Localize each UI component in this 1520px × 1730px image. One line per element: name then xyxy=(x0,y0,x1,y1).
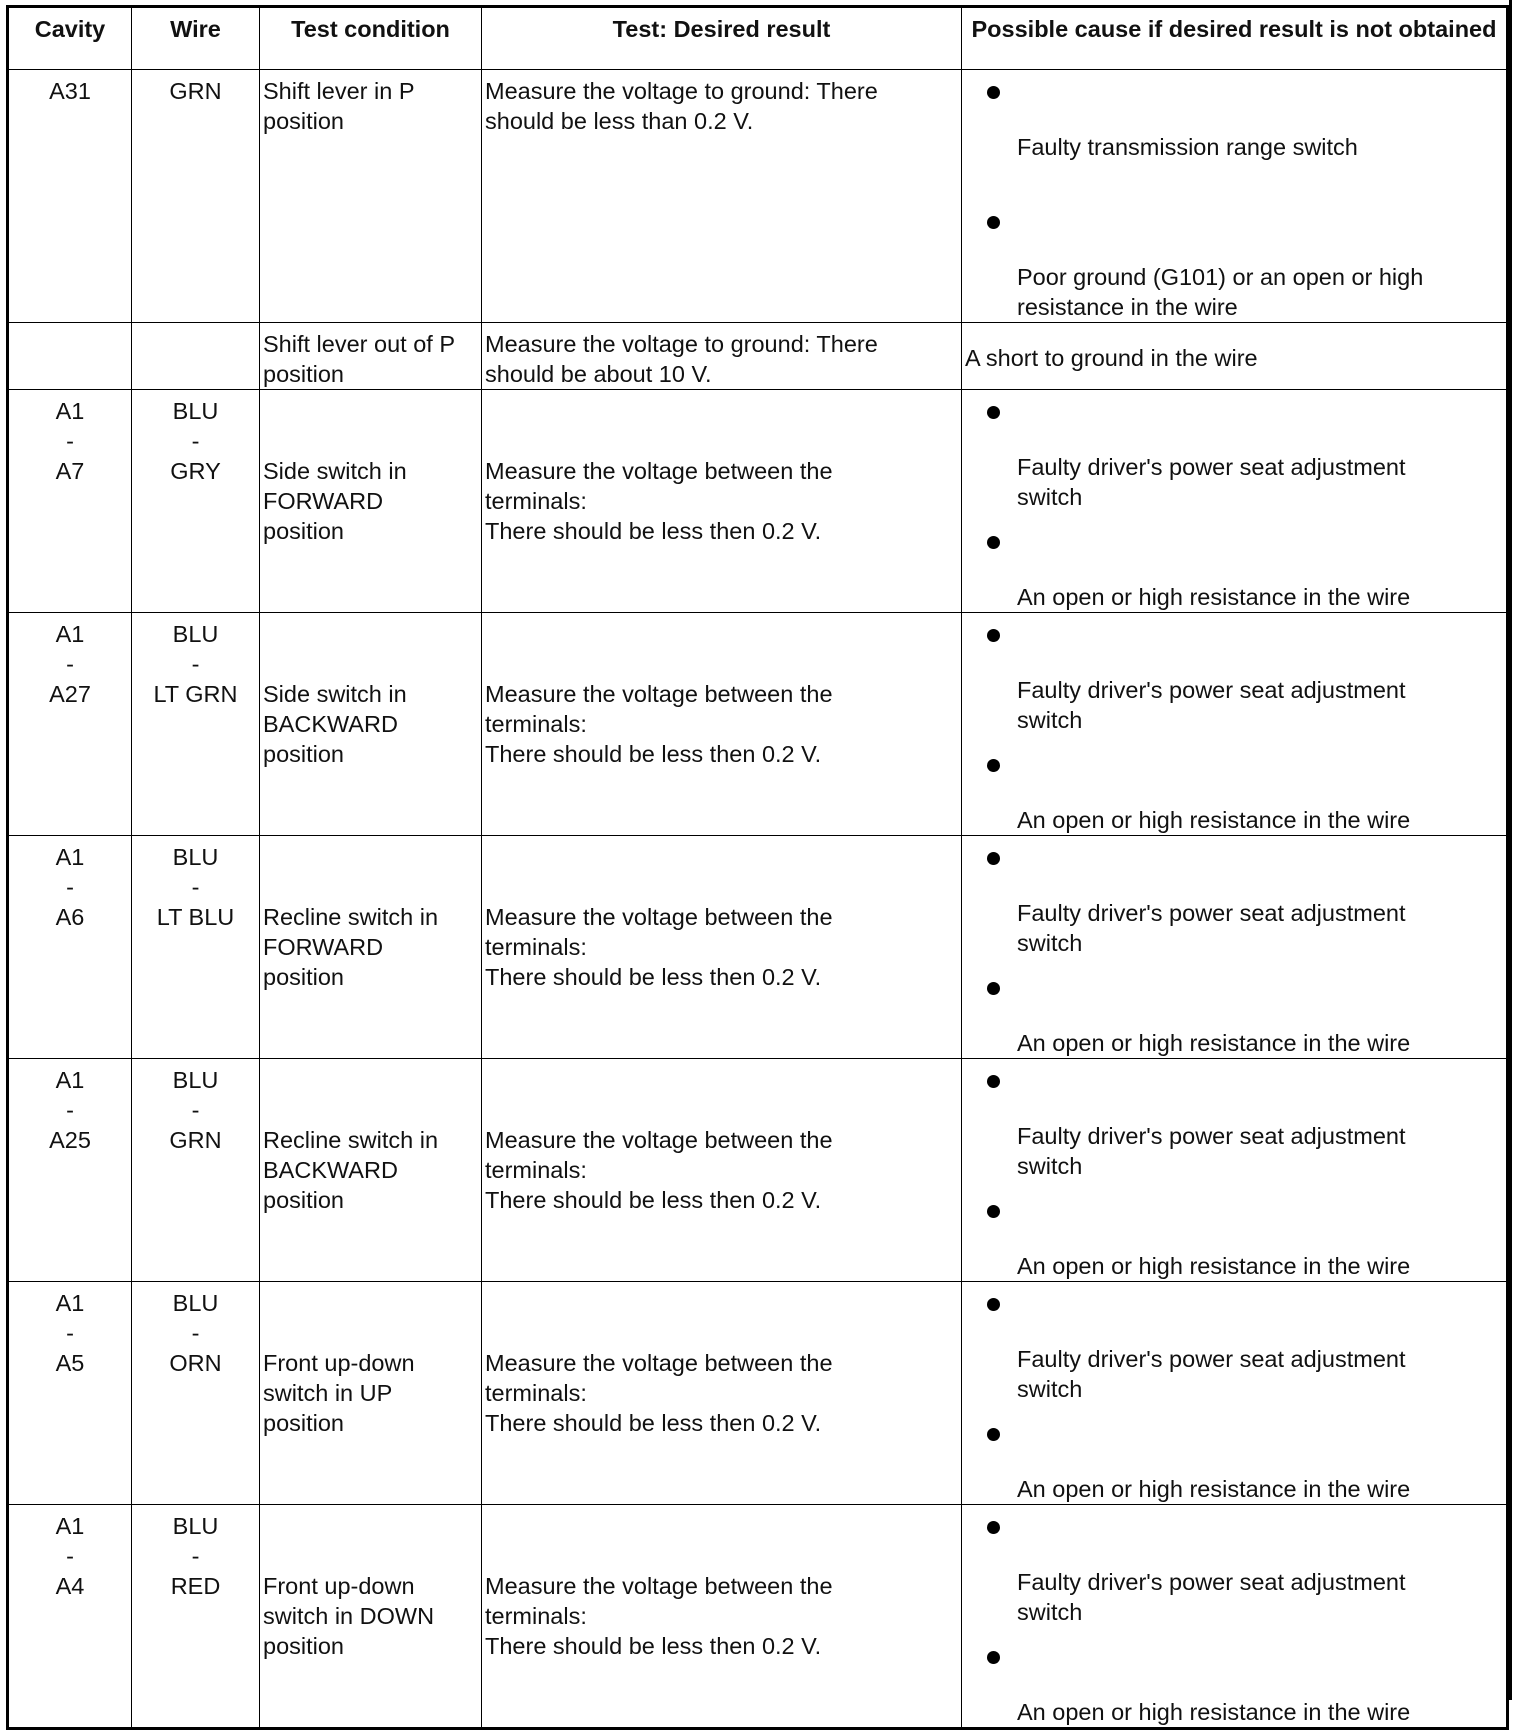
test-condition-cell xyxy=(260,613,482,836)
table-row xyxy=(8,70,1508,323)
wire-value: ORN xyxy=(169,1350,222,1376)
test-condition-cell xyxy=(260,836,482,1059)
test-condition-line: Recline switch in xyxy=(263,904,439,930)
cause-item xyxy=(965,1511,1498,1627)
header-cavity: Cavity xyxy=(8,7,132,70)
cause-text-line: Faulty driver's power seat adjustment xyxy=(1017,1569,1406,1595)
bullet-icon xyxy=(987,406,1000,419)
cavity-value: A6 xyxy=(55,904,85,930)
test-condition-cell xyxy=(260,1059,482,1282)
desired-result-line: Measure the voltage between the xyxy=(485,1350,833,1376)
bullet-icon xyxy=(987,629,1000,642)
desired-result-cell xyxy=(482,613,962,836)
desired-result-cell xyxy=(482,1505,962,1729)
desired-result-line: Measure the voltage to ground: There xyxy=(485,331,878,357)
bullet-icon xyxy=(987,536,1000,549)
header-possible-cause: Possible cause if desired result is not obtained xyxy=(962,7,1508,70)
bullet-icon xyxy=(987,1428,1000,1441)
cavity-value: A27 xyxy=(49,681,91,707)
desired-result-line: There should be less then 0.2 V. xyxy=(485,1410,822,1436)
desired-result-cell xyxy=(482,390,962,613)
table-row xyxy=(8,1505,1508,1729)
test-condition-line: position xyxy=(263,361,344,387)
bullet-icon xyxy=(987,1651,1000,1664)
test-condition-line: position xyxy=(263,108,344,134)
desired-result-line: Measure the voltage between the xyxy=(485,1573,833,1599)
cause-list xyxy=(965,76,1498,322)
bullet-icon xyxy=(987,1205,1000,1218)
wire-value: LT GRN xyxy=(153,681,238,707)
cavity-value: - xyxy=(66,1543,74,1569)
desired-result-line: There should be less then 0.2 V. xyxy=(485,1187,822,1213)
cavity-value: A25 xyxy=(49,1127,91,1153)
wire-value: GRN xyxy=(169,1127,222,1153)
cause-text-line: An open or high resistance in the wire xyxy=(1017,807,1411,833)
test-condition-cell xyxy=(260,1282,482,1505)
cause-item xyxy=(965,1065,1498,1181)
test-condition-line: position xyxy=(263,964,344,990)
possible-cause-cell xyxy=(962,390,1508,613)
cause-text-line: An open or high resistance in the wire xyxy=(1017,1699,1411,1725)
desired-result-line: terminals: xyxy=(485,934,587,960)
desired-result-line: should be about 10 V. xyxy=(485,361,712,387)
cavity-cell xyxy=(8,390,132,613)
test-condition-line: Side switch in xyxy=(263,458,407,484)
cause-text-line: Faulty driver's power seat adjustment xyxy=(1017,454,1406,480)
bullet-icon xyxy=(987,852,1000,865)
possible-cause-cell xyxy=(962,836,1508,1059)
wire-cell xyxy=(132,1505,260,1729)
cavity-cell xyxy=(8,836,132,1059)
cause-list xyxy=(965,619,1498,835)
cause-item xyxy=(965,206,1498,322)
cavity-value: A4 xyxy=(55,1573,85,1599)
cause-text-line: Faulty driver's power seat adjustment xyxy=(1017,1123,1406,1149)
cause-text-line: switch xyxy=(1017,1376,1083,1402)
cause-item xyxy=(965,76,1498,162)
desired-result-line: should be less than 0.2 V. xyxy=(485,108,754,134)
test-condition-line: Side switch in xyxy=(263,681,407,707)
cavity-value: A1 xyxy=(55,844,85,870)
cavity-cell xyxy=(8,323,132,390)
desired-result-line: terminals: xyxy=(485,1157,587,1183)
wire-value: RED xyxy=(170,1573,221,1599)
cause-text-line: Faulty transmission range switch xyxy=(1017,134,1358,160)
cavity-cell xyxy=(8,1505,132,1729)
wire-value: - xyxy=(191,1320,200,1346)
wire-value: BLU xyxy=(172,398,219,424)
cause-list xyxy=(965,1288,1498,1504)
desired-result-line: terminals: xyxy=(485,711,587,737)
test-condition-line: position xyxy=(263,1633,344,1659)
cavity-cell xyxy=(8,1059,132,1282)
test-condition-line: Shift lever in P xyxy=(263,78,415,104)
bullet-icon xyxy=(987,1521,1000,1534)
desired-result-line: There should be less then 0.2 V. xyxy=(485,1633,822,1659)
cause-text-line: An open or high resistance in the wire xyxy=(1017,1030,1411,1056)
desired-result-line: Measure the voltage between the xyxy=(485,458,833,484)
wire-value: - xyxy=(191,1097,200,1123)
wire-value: BLU xyxy=(172,621,219,647)
wire-cell xyxy=(132,613,260,836)
bullet-icon xyxy=(987,86,1000,99)
test-condition-cell xyxy=(260,1505,482,1729)
cause-text: A short to ground in the wire xyxy=(965,345,1258,371)
desired-result-cell xyxy=(482,836,962,1059)
cavity-value: A1 xyxy=(55,1290,85,1316)
wire-value: - xyxy=(191,874,200,900)
cause-item xyxy=(965,1641,1498,1727)
cause-text-line: Poor ground (G101) or an open or high xyxy=(1017,264,1424,290)
cavity-value: A7 xyxy=(55,458,85,484)
test-condition-line: Front up-down xyxy=(263,1350,415,1376)
cause-list xyxy=(965,1065,1498,1281)
desired-result-line: There should be less then 0.2 V. xyxy=(485,741,822,767)
wire-cell xyxy=(132,1282,260,1505)
test-condition-line: Front up-down xyxy=(263,1573,415,1599)
wire-cell xyxy=(132,836,260,1059)
cavity-value: - xyxy=(66,1097,74,1123)
cause-text-line: switch xyxy=(1017,484,1083,510)
cause-item xyxy=(965,749,1498,835)
cavity-cell xyxy=(8,613,132,836)
cavity-value: - xyxy=(66,651,74,677)
wire-cell xyxy=(132,390,260,613)
cause-item xyxy=(965,1418,1498,1504)
wire-cell xyxy=(132,1059,260,1282)
cavity-value: - xyxy=(66,874,74,900)
test-condition-line: switch in UP xyxy=(263,1380,393,1406)
cause-item xyxy=(965,1195,1498,1281)
table-row xyxy=(8,1059,1508,1282)
table-body xyxy=(8,70,1508,1729)
desired-result-cell xyxy=(482,1282,962,1505)
wire-cell xyxy=(132,323,260,390)
wire-value: BLU xyxy=(172,1290,219,1316)
wire-value: BLU xyxy=(172,844,219,870)
wire-value: - xyxy=(191,428,200,454)
desired-result-line: terminals: xyxy=(485,1380,587,1406)
test-condition-line: switch in DOWN xyxy=(263,1603,435,1629)
cause-text-line: Faulty driver's power seat adjustment xyxy=(1017,900,1406,926)
test-condition-line: position xyxy=(263,1187,344,1213)
bullet-icon xyxy=(987,1075,1000,1088)
desired-result-line: Measure the voltage to ground: There xyxy=(485,78,878,104)
cause-text-line: Faulty driver's power seat adjustment xyxy=(1017,1346,1406,1372)
cause-item xyxy=(965,396,1498,512)
wire-value: - xyxy=(191,1543,200,1569)
desired-result-line: Measure the voltage between the xyxy=(485,681,833,707)
cause-text-line: switch xyxy=(1017,930,1083,956)
possible-cause-cell xyxy=(962,613,1508,836)
test-condition-line: BACKWARD xyxy=(263,1157,398,1183)
table-row xyxy=(8,836,1508,1059)
desired-result-line: There should be less then 0.2 V. xyxy=(485,964,822,990)
desired-result-line: Measure the voltage between the xyxy=(485,1127,833,1153)
bullet-icon xyxy=(987,759,1000,772)
test-condition-cell xyxy=(260,323,482,390)
cause-text-line: switch xyxy=(1017,1153,1083,1179)
test-condition-cell xyxy=(260,390,482,613)
header-row xyxy=(8,7,1508,70)
bullet-icon xyxy=(987,216,1000,229)
diagnostic-table xyxy=(6,5,1509,1730)
bullet-icon xyxy=(987,1298,1000,1311)
possible-cause-cell xyxy=(962,323,1508,390)
cavity-value: A1 xyxy=(55,1513,85,1539)
test-condition-line: position xyxy=(263,1410,344,1436)
desired-result-cell xyxy=(482,323,962,390)
test-condition-line: FORWARD xyxy=(263,934,384,960)
cause-item xyxy=(965,842,1498,958)
cause-list xyxy=(965,1511,1498,1727)
wire-value: GRY xyxy=(170,458,221,484)
possible-cause-cell xyxy=(962,1059,1508,1282)
possible-cause-cell xyxy=(962,1282,1508,1505)
wire-value: - xyxy=(191,651,200,677)
wire-value: LT BLU xyxy=(156,904,235,930)
desired-result-cell xyxy=(482,70,962,323)
cause-item xyxy=(965,526,1498,612)
desired-result-line: Measure the voltage between the xyxy=(485,904,833,930)
possible-cause-cell xyxy=(962,1505,1508,1729)
cavity-value: - xyxy=(66,428,74,454)
cause-item xyxy=(965,1288,1498,1404)
cause-item xyxy=(965,972,1498,1058)
header-test-condition: Test condition xyxy=(260,7,482,70)
cavity-value: A1 xyxy=(55,398,85,424)
table-row xyxy=(8,613,1508,836)
wire-value: BLU xyxy=(172,1513,219,1539)
test-condition-cell xyxy=(260,70,482,323)
table-row xyxy=(8,390,1508,613)
desired-result-line: terminals: xyxy=(485,488,587,514)
possible-cause-cell xyxy=(962,70,1508,323)
cause-text-line: resistance in the wire xyxy=(1017,294,1238,320)
cavity-cell xyxy=(8,70,132,323)
cavity-value: A31 xyxy=(49,78,91,104)
cavity-value: A1 xyxy=(55,1067,85,1093)
desired-result-line: terminals: xyxy=(485,1603,587,1629)
cause-list xyxy=(965,842,1498,1058)
table-row xyxy=(8,323,1508,390)
cause-item xyxy=(965,619,1498,735)
wire-value: BLU xyxy=(172,1067,219,1093)
cavity-value: - xyxy=(66,1320,74,1346)
page-edge-rule xyxy=(1509,0,1512,1700)
cause-text-line: An open or high resistance in the wire xyxy=(1017,584,1411,610)
table-row xyxy=(8,1282,1508,1505)
test-condition-line: Recline switch in xyxy=(263,1127,439,1153)
desired-result-cell xyxy=(482,1059,962,1282)
cause-text-line: Faulty driver's power seat adjustment xyxy=(1017,677,1406,703)
wire-cell xyxy=(132,70,260,323)
cause-list xyxy=(965,396,1498,612)
cause-text-line: An open or high resistance in the wire xyxy=(1017,1253,1411,1279)
desired-result-line: There should be less then 0.2 V. xyxy=(485,518,822,544)
header-desired-result: Test: Desired result xyxy=(482,7,962,70)
cause-text-line: switch xyxy=(1017,1599,1083,1625)
test-condition-line: position xyxy=(263,741,344,767)
test-condition-line: FORWARD xyxy=(263,488,384,514)
bullet-icon xyxy=(987,982,1000,995)
cavity-value: A5 xyxy=(55,1350,85,1376)
cause-text-line: switch xyxy=(1017,707,1083,733)
test-condition-line: BACKWARD xyxy=(263,711,398,737)
test-condition-line: position xyxy=(263,518,344,544)
header-wire: Wire xyxy=(132,7,260,70)
cause-text-line: An open or high resistance in the wire xyxy=(1017,1476,1411,1502)
test-condition-line: Shift lever out of P xyxy=(263,331,456,357)
cavity-value: A1 xyxy=(55,621,85,647)
cavity-cell xyxy=(8,1282,132,1505)
wire-value: GRN xyxy=(169,78,222,104)
